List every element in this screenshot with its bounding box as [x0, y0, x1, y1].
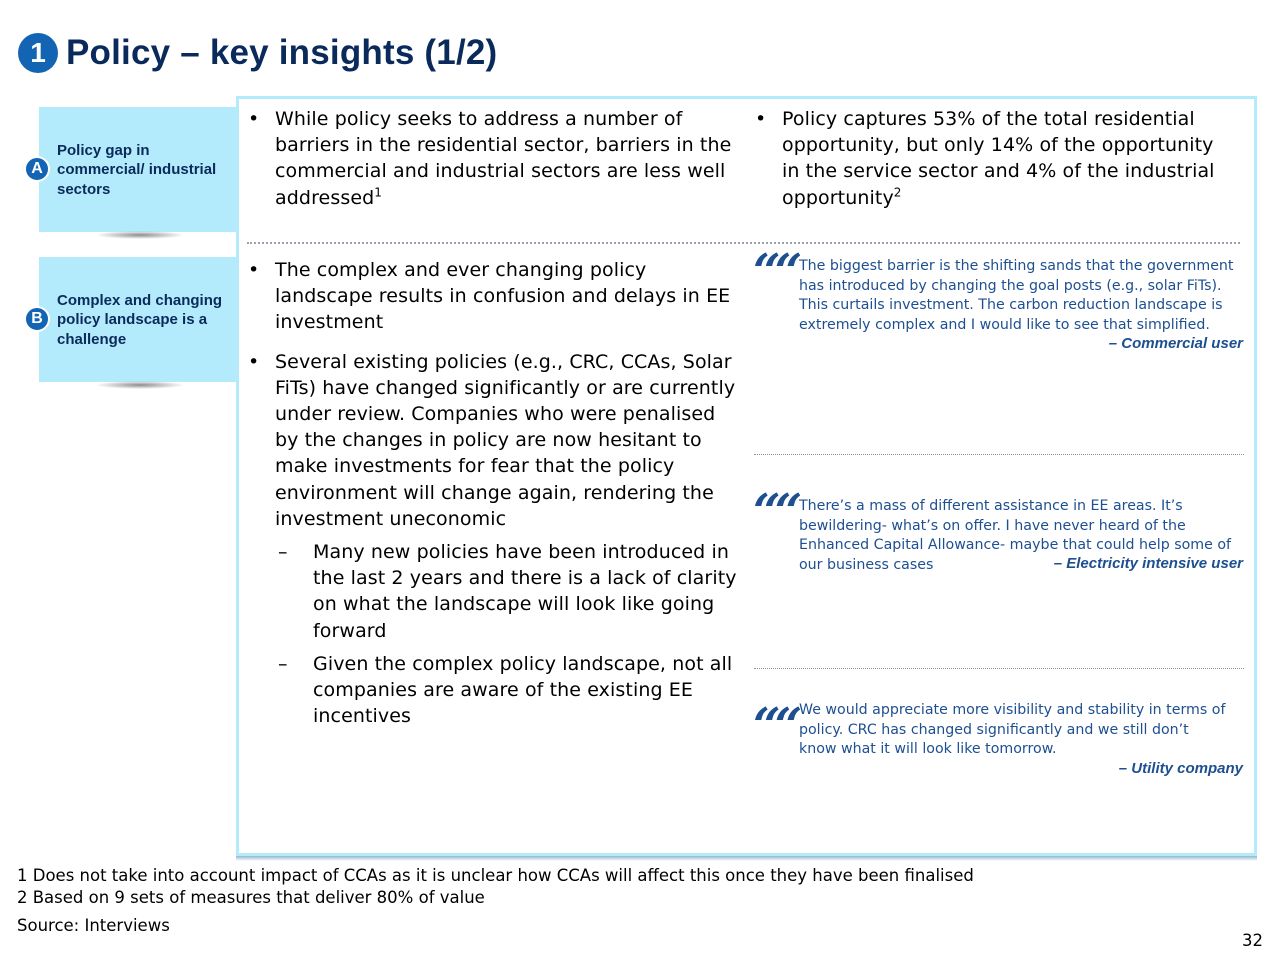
bullet-dot: • — [755, 108, 767, 130]
section-marker-a: A — [24, 156, 50, 182]
title-number-badge: 1 — [18, 33, 58, 73]
sub-bullet-dash: – — [278, 541, 288, 564]
quote-mark-icon — [753, 244, 797, 300]
quote-glyph-b: “ — [774, 698, 797, 754]
quote-glyph-a: “ — [753, 484, 775, 540]
quote-1-attribution: – Commercial user — [1108, 335, 1243, 352]
footnote-ref-1: 1 — [374, 185, 383, 200]
quote-glyph-b: “ — [774, 484, 797, 540]
bullet-dot: • — [248, 108, 260, 130]
footnote-1: 1 Does not take into account impact of CCAs as it is unclear how CCAs will affect this once they have been finalised — [17, 866, 974, 885]
footnote-2: 2 Based on 9 sets of measures that deliver 80% of value — [17, 888, 485, 907]
section-b-sub-bullet-2-text: Given the complex policy landscape, not all companies are aware of the existing EE incentives — [313, 652, 733, 728]
section-tab-a-label: Policy gap in commercial/ industrial sectors — [57, 141, 217, 198]
section-divider — [247, 242, 1240, 244]
source-note: Source: Interviews — [17, 916, 170, 935]
tab-a-shadow — [95, 231, 185, 239]
section-b-sub-bullet-2 — [278, 651, 737, 730]
section-b-bullet-1-text: The complex and ever changing policy landscape results in confusion and delays in EE investment — [275, 259, 731, 334]
panel-shadow — [236, 856, 1257, 861]
page-title — [18, 33, 497, 73]
tab-b-shadow — [95, 381, 185, 389]
section-tab-b-label: Complex and changing policy landscape is a challenge — [57, 291, 223, 348]
quote-3-attribution: – Utility company — [1118, 760, 1243, 777]
section-b-bullet-2 — [248, 349, 737, 532]
footnote-ref-2: 2 — [893, 185, 902, 200]
section-a-right-bullet — [755, 106, 1237, 211]
title-text: Policy – key insights (1/2) — [66, 33, 498, 72]
bullet-dot: • — [248, 350, 260, 373]
section-a-right-text: Policy captures 53% of the total residential opportunity, but only 14% of the opportunity in the service sector and 4% of the industrial opportunity — [782, 108, 1215, 209]
quote-2-attribution: – Electricity intensive user — [1053, 555, 1243, 572]
quote-glyph-a: “ — [753, 244, 775, 300]
section-tab-b — [39, 257, 236, 382]
bullet-dot: • — [248, 259, 260, 281]
section-a-left-text: While policy seeks to address a number of barriers in the residential sector, barriers in the commercial and industrial sectors are less well addressed — [275, 108, 732, 209]
section-b-sub-bullet-1 — [278, 539, 737, 644]
section-a-left-bullet — [248, 106, 735, 211]
section-b-bullet-1 — [248, 257, 737, 336]
section-marker-b: B — [24, 306, 50, 332]
quote-mark-icon — [753, 698, 797, 754]
quote-glyph-b: “ — [774, 244, 797, 300]
quote-2-text: There’s a mass of different assistance in EE areas. It’s bewildering- what’s on offer. I have never heard of the Enhanced Capital Allowance- maybe that could help some of our business cases — [799, 498, 1232, 574]
section-b-bullets — [248, 257, 737, 729]
page-number: 32 — [1242, 931, 1263, 950]
quote-divider — [754, 454, 1244, 455]
section-tab-a — [39, 107, 236, 232]
section-b-sub-bullet-1-text: Many new policies have been introduced in the last 2 years and there is a lack of clarity on what the landscape will look like going forward — [313, 541, 737, 642]
quote-1-text: The biggest barrier is the shifting sands that the government has introduced by changing the goal posts (e.g., solar FiTs). This curtails investment. The carbon reduction landscape is extremely complex and I would like to see that simplified. — [799, 258, 1234, 334]
quote-3-text: We would appreciate more visibility and stability in terms of policy. CRC has changed significantly and we still don’t know what it will look like tomorrow. — [799, 702, 1226, 758]
section-b-bullet-2-text: Several existing policies (e.g., CRC, CCAs, Solar FiTs) have changed significantly or are currently under review. Companies who were penalised by the changes in policy are now hesitant to make investments for fear that the policy environment will change again, rendering the investment uneconomic — [275, 350, 736, 530]
quote-divider — [754, 668, 1244, 669]
sub-bullet-dash: – — [278, 652, 288, 675]
quote-glyph-a: “ — [753, 698, 775, 754]
quote-mark-icon — [753, 484, 797, 540]
